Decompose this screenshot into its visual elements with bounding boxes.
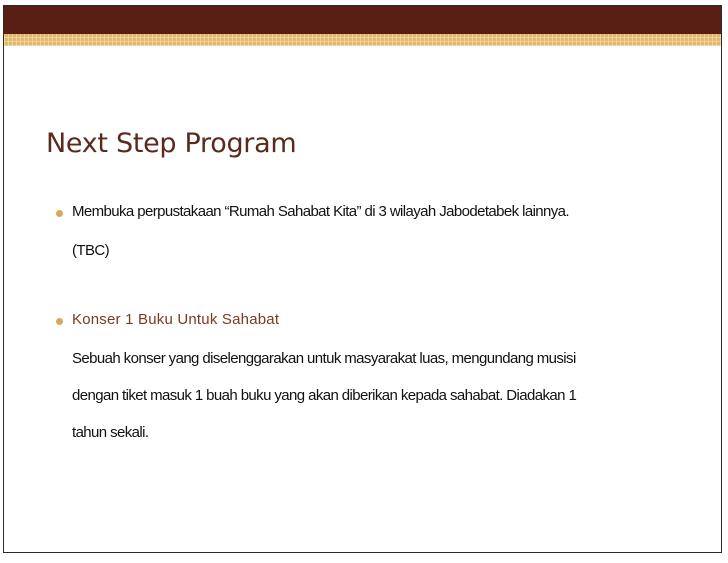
bullet-1-continuation: (TBC) xyxy=(72,242,109,259)
header-band xyxy=(4,6,721,34)
bullet-dot-icon xyxy=(56,318,63,325)
slide xyxy=(3,5,722,553)
bullet-dot-icon xyxy=(56,210,63,217)
slide-title: Next Step Program xyxy=(46,128,297,159)
bullet-2-line-2: dengan tiket masuk 1 buah buku yang akan diberikan kepada sahabat. Diadakan 1 xyxy=(72,387,577,404)
bullet-2-heading: Konser 1 Buku Untuk Sahabat xyxy=(72,311,280,328)
decorative-pattern-strip xyxy=(4,34,721,46)
bullet-1-text: Membuka perpustakaan “Rumah Sahabat Kita” di 3 wilayah Jabodetabek lainnya. xyxy=(72,203,569,220)
bullet-2-line-1: Sebuah konser yang diselenggarakan untuk masyarakat luas, mengundang musisi xyxy=(72,350,576,367)
bullet-2-line-3: tahun sekali. xyxy=(72,424,149,441)
